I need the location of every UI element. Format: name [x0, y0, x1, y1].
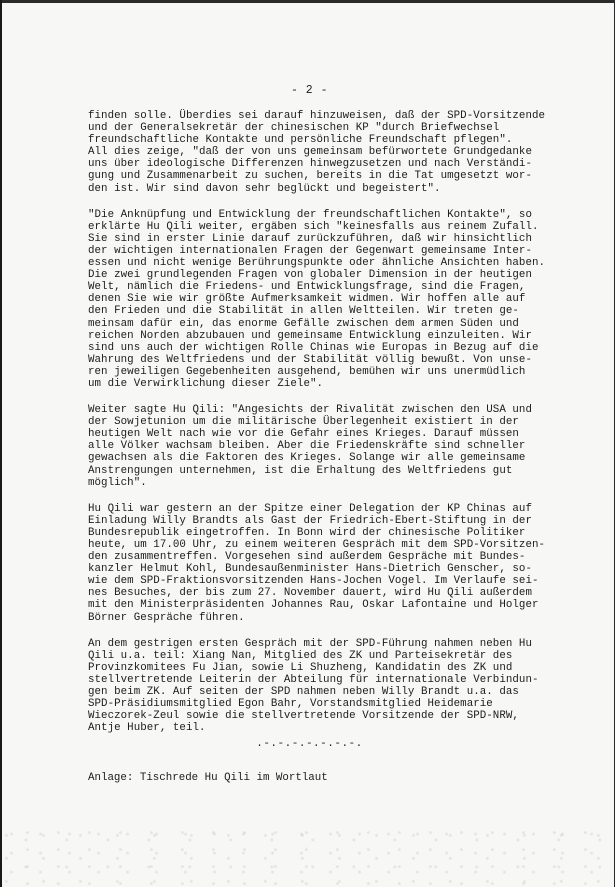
text-line: SPD-Präsidiumsmitglied Egon Bahr, Vorstandsmitglied Heidemarie	[88, 698, 493, 711]
body-text	[88, 110, 588, 748]
text-line: heute, um 17.00 Uhr, zu einem weiteren Gespräch mit dem SPD-Vorsitzen-	[88, 539, 546, 551]
text-line: den zusammentreffen. Vorgesehen sind außerdem Gespräche mit Bundes-	[88, 551, 526, 564]
text-line: Einladung Willy Brandts als Gast der Friedrich-Ebert-Stiftung in der	[88, 514, 532, 527]
text-line: mit den Ministerpräsidenten Johannes Rau, Oskar Lafontaine und Holger	[88, 599, 539, 612]
text-line: erklärte Hu Qili weiter, ergäben sich "keinesfalls aus reinem Zufall.	[88, 220, 539, 233]
text-line: heutigen Welt nach wie vor die Gefahr eines Krieges. Darauf müssen	[88, 428, 519, 441]
text-line: meinsam dafür ein, das enorme Gefälle zwischen dem armen Süden und	[88, 317, 519, 330]
enclosure-note: Anlage: Tischrede Hu Qili im Wortlaut	[88, 772, 328, 784]
text-line: Provinzkomitees Fu Jian, sowie Li Shuzheng, Kandidatin des ZK und	[88, 661, 513, 674]
text-line: möglich".	[88, 476, 147, 489]
text-line: Welt, nämlich die Friedens- und Entwicklungsfrage, sind die Fragen,	[88, 281, 526, 294]
page-number: - 2 -	[290, 84, 328, 97]
text-line: Hu Qili war gestern an der Spitze einer Delegation der KP Chinas auf	[88, 502, 532, 515]
text-line: All dies zeige, "daß der von uns gemeinsam befürwortete Grundgedanke	[88, 146, 532, 159]
paragraph-3	[88, 404, 588, 489]
text-line: stellvertretende Leiterin der Abteilung für internationale Verbindun-	[88, 673, 539, 686]
text-line: An dem gestrigen ersten Gespräch mit der SPD-Führung nahmen neben Hu	[88, 637, 532, 650]
text-line: sind uns auch der wichtigen Rolle Chinas wie Europas in Bezug auf die	[88, 341, 539, 354]
text-line: Wahrung des Weltfriedens und der Stabilität völlig bewußt. Von unse-	[88, 353, 532, 366]
text-line: essen und nicht wenige Berührungspunkte oder ähnliche Ansichten haben.	[88, 257, 546, 270]
text-line: Sie sind in erster Linie darauf zurückzuführen, daß wir hinsichtlich	[88, 232, 532, 245]
text-line: denen Sie wie wir größte Aufmerksamkeit widmen. Wir hoffen alle auf	[88, 293, 526, 306]
text-line: freundschaftliche Kontakte und persönliche Freundschaft pflegen".	[88, 134, 513, 147]
section-separator: .-.-.-.-.-.-.-.	[256, 738, 363, 750]
text-line: gen beim ZK. Auf seiten der SPD nahmen neben Willy Brandt u.a. das	[88, 686, 519, 699]
text-line: der Sowjetunion um die militärische Überlegenheit existiert in der	[88, 416, 519, 429]
text-line: kanzler Helmut Kohl, Bundesaußenminister Hans-Dietrich Genscher, so-	[88, 563, 532, 576]
text-line: wie dem SPD-Fraktionsvorsitzenden Hans-Jochen Vogel. Im Verlaufe sei-	[88, 575, 539, 588]
text-line: gewachsen als die Faktoren des Krieges. Solange wir alle gemeinsame	[88, 452, 526, 465]
text-line: nes Besuches, der bis zum 27. November dauert, wird Hu Qili außerdem	[88, 587, 532, 600]
text-line: Börner Gespräche führen.	[88, 611, 245, 624]
scan-edge	[2, 0, 615, 3]
paragraph-5	[88, 638, 588, 735]
text-line: Weiter sagte Hu Qili: "Angesichts der Rivalität zwischen den USA und	[88, 404, 532, 417]
paragraph-1	[88, 110, 588, 195]
text-line: Qili u.a. teil: Xiang Nan, Mitglied des ZK und Parteisekretär des	[88, 649, 513, 662]
text-line: "Die Anknüpfung und Entwicklung der freundschaftlichen Kontakte", so	[88, 208, 532, 221]
scan-noise	[2, 817, 615, 887]
text-line: finden solle. Überdies sei darauf hinzuweisen, daß der SPD-Vorsitzende	[88, 110, 546, 122]
text-line: und der Generalsekretär der chinesischen KP "durch Briefwechsel	[88, 122, 500, 135]
text-line: der wichtigen internationalen Fragen der Gegenwart gemeinsame Inter-	[88, 244, 532, 257]
paragraph-2	[88, 209, 588, 390]
text-line: Anstrengungen unternehmen, ist die Erhaltung des Weltfriedens gut	[88, 464, 513, 477]
text-line: Antje Huber, teil.	[88, 722, 206, 735]
text-line: gung und Zusammenarbeit zu suchen, bereits in die Tat umgesetzt wor-	[88, 170, 532, 183]
text-line: den ist. Wir sind davon sehr beglückt und begeistert".	[88, 182, 441, 195]
text-line: Die zwei grundlegenden Fragen von globaler Dimension in der heutigen	[88, 269, 532, 282]
paragraph-4	[88, 503, 588, 624]
text-line: Bundesrepublik eingetroffen. In Bonn wird der chinesische Politiker	[88, 526, 526, 539]
text-line: reichen Norden abzubauen und gemeinsame Entwicklung einzuleiten. Wir	[88, 329, 532, 342]
text-line: den Frieden und die Stabilität in allen Weltteilen. Wir treten ge-	[88, 305, 519, 318]
text-line: Wieczorek-Zeul sowie die stellvertretende Vorsitzende der SPD-NRW,	[88, 710, 519, 723]
text-line: uns über ideologische Differenzen hinwegzusetzen und nach Verständi-	[88, 158, 532, 171]
text-line: ren jeweiligen Gegebenheiten ausgehend, bemühen wir uns unermüdlich	[88, 365, 526, 378]
text-line: um die Verwirklichung dieser Ziele".	[88, 377, 324, 390]
text-line: alle Völker wachsam bleiben. Aber die Friedenskräfte sind schneller	[88, 440, 526, 453]
